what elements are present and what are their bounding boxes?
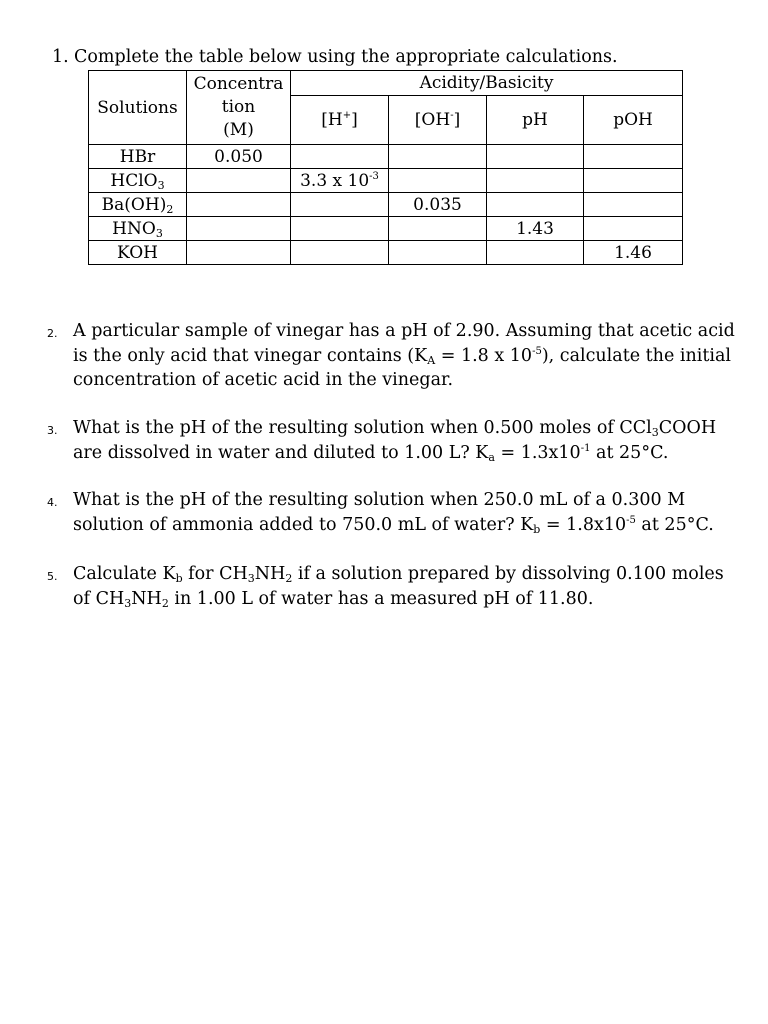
table-row [89, 193, 683, 217]
cell-oh-minus: 0.035 [389, 193, 487, 217]
cell-h-plus [291, 217, 389, 241]
cell-poh [584, 169, 683, 193]
cell-poh: 1.46 [584, 241, 683, 265]
cell-oh-minus [389, 145, 487, 169]
question-4-line2: solution of ammonia added to 750.0 mL of water? $K_b = 1.8x10^{-5}$ at 25°C. [73, 514, 714, 536]
cell-ph [487, 145, 584, 169]
question-4-number: 4. [47, 496, 58, 509]
cell-concentration [187, 193, 291, 217]
question-4-line1: What is the pH of the resulting solution when 250.0 mL of a 0.300 M [73, 490, 686, 510]
acidity-table [88, 70, 683, 265]
question-5-line1: Calculate $K_b$ for $CH_3NH_2$ if a solution prepared by dissolving 0.100 moles [73, 564, 724, 585]
question-2-line3: concentration of acetic acid in the vinegar. [73, 370, 454, 390]
cell-solution: HBr [89, 145, 187, 169]
cell-solution: $HNO_3$ [89, 217, 187, 241]
header-poh: pOH [584, 96, 683, 145]
cell-oh-minus [389, 217, 487, 241]
cell-ph [487, 169, 584, 193]
cell-concentration: 0.050 [187, 145, 291, 169]
header-h-plus: [H+] [291, 96, 389, 145]
header-concentration-line2: tion [221, 97, 256, 117]
cell-oh-minus [389, 169, 487, 193]
question-5 [47, 562, 737, 611]
cell-h-plus [291, 193, 389, 217]
question-2 [47, 319, 737, 393]
question-3-line1: What is the pH of the resulting solution when 0.500 moles of CCl$_3$COOH [73, 418, 717, 439]
cell-h-plus: 3.3 x $10^{-3}$ [291, 169, 389, 193]
question-5-number: 5. [47, 570, 58, 583]
table-row [89, 217, 683, 241]
question-1-number: 1. [52, 47, 69, 67]
header-acidity-basicity: Acidity/Basicity [291, 71, 683, 96]
question-5-line2: of $CH_3NH_2$ in 1.00 L of water has a measured pH of 11.80. [73, 588, 594, 610]
cell-ph [487, 241, 584, 265]
cell-solution: $Ba(OH)_2$ [89, 193, 187, 217]
header-concentration [187, 71, 291, 145]
cell-poh [584, 217, 683, 241]
question-2-number: 2. [47, 327, 58, 340]
header-ph: pH [487, 96, 584, 145]
cell-solution: KOH [89, 241, 187, 265]
cell-poh [584, 193, 683, 217]
question-2-line1: A particular sample of vinegar has a pH of 2.90. Assuming that acetic acid [73, 321, 735, 341]
question-3-number: 3. [47, 424, 58, 437]
header-oh-minus: [OH-] [389, 96, 487, 145]
header-concentration-line3: (M) [223, 120, 254, 140]
cell-ph: 1.43 [487, 217, 584, 241]
table-row [89, 169, 683, 193]
question-3-line2: are dissolved in water and diluted to 1.00 L? $K_a = 1.3x10^{-1}$ at 25°C. [73, 442, 669, 464]
cell-concentration [187, 241, 291, 265]
question-4 [47, 488, 737, 537]
table-row [89, 145, 683, 169]
cell-oh-minus [389, 241, 487, 265]
question-1 [52, 47, 618, 67]
cell-concentration [187, 169, 291, 193]
question-1-text: Complete the table below using the appropriate calculations. [74, 47, 618, 67]
cell-poh [584, 145, 683, 169]
cell-solution: HClO$_3$ [89, 169, 187, 193]
header-solutions: Solutions [89, 71, 187, 145]
cell-ph [487, 193, 584, 217]
question-2-line2: is the only acid that vinegar contains ($K_A = 1.8$ x $10^{-5}$), calculate the initial [73, 345, 731, 367]
table-row [89, 241, 683, 265]
cell-concentration [187, 217, 291, 241]
cell-h-plus [291, 145, 389, 169]
cell-h-plus [291, 241, 389, 265]
question-3 [47, 416, 737, 465]
header-concentration-line1: Concentra [193, 74, 284, 94]
